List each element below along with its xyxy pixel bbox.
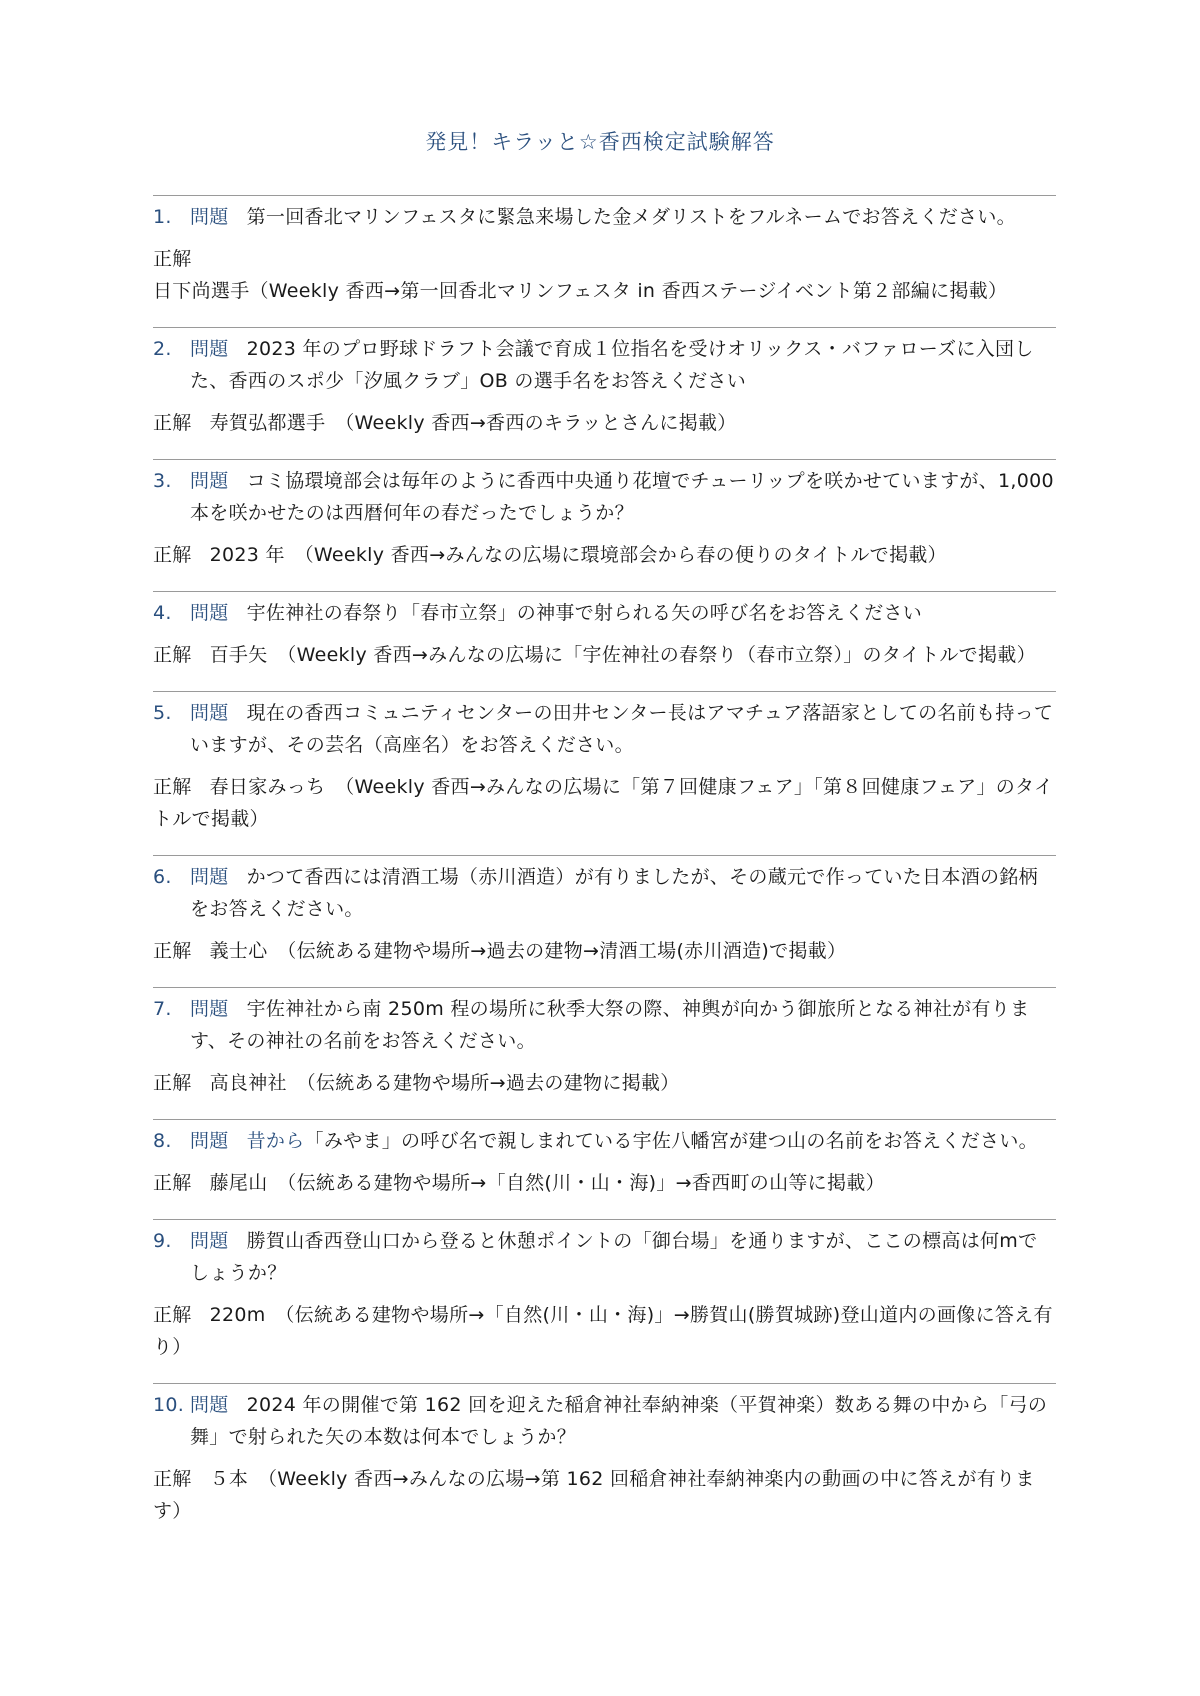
question-label: 問題 bbox=[190, 470, 229, 492]
answer-text: 220m （伝統ある建物や場所→「自然(川・山・海)」→勝賀山(勝賀城跡)登山道内の画像に答え有り） bbox=[153, 1304, 1053, 1358]
answer-label: 正解 bbox=[153, 1072, 192, 1094]
question bbox=[153, 1220, 1056, 1289]
question-number: 10. bbox=[153, 1394, 185, 1416]
qa-item bbox=[153, 1219, 1056, 1363]
qa-item bbox=[153, 327, 1056, 439]
question-label: 問題 bbox=[190, 206, 229, 228]
qa-item bbox=[153, 591, 1056, 671]
answer-text: 百手矢 （Weekly 香西→みんなの広場に「宇佐神社の春祭り（春市立祭）」のタイトルで掲載） bbox=[209, 644, 1036, 666]
answer bbox=[153, 639, 1056, 671]
answer bbox=[153, 1167, 1056, 1199]
answer bbox=[153, 1067, 1056, 1099]
answer-text: 日下尚選手（Weekly 香西→第一回香北マリンフェスタ in 香西ステージイベント第２部編に掲載） bbox=[153, 280, 1008, 302]
answer bbox=[153, 771, 1056, 835]
question-number: 2. bbox=[153, 338, 172, 360]
answer-text: ５本 （Weekly 香西→みんなの広場→第 162 回稲倉神社奉納神楽内の動画の中に答えが有ります） bbox=[153, 1468, 1035, 1522]
qa-item bbox=[153, 195, 1056, 307]
answer bbox=[153, 407, 1056, 439]
qa-item bbox=[153, 1383, 1056, 1527]
qa-item bbox=[153, 987, 1056, 1099]
question-label: 問題 bbox=[190, 338, 229, 360]
answer-label: 正解 bbox=[153, 412, 192, 434]
answer-label: 正解 bbox=[153, 644, 192, 666]
question-number: 1. bbox=[153, 206, 172, 228]
qa-item bbox=[153, 459, 1056, 571]
question-text: 「みやま」の呼び名で親しまれている宇佐八幡宮が建つ山の名前をお答えください。 bbox=[304, 1130, 1038, 1152]
question-label: 問題 bbox=[190, 702, 229, 724]
answer-text: 義士心 （伝統ある建物や場所→過去の建物→清酒工場(赤川酒造)で掲載） bbox=[209, 940, 847, 962]
question-label: 問題 bbox=[190, 602, 229, 624]
question bbox=[153, 692, 1056, 761]
question-text: 勝賀山香西登山口から登ると休憩ポイントの「御台場」を通りますが、ここの標高は何mでしょうか？ bbox=[190, 1230, 1038, 1284]
question-number: 6. bbox=[153, 866, 172, 888]
answer-label: 正解 bbox=[153, 1304, 192, 1326]
question-text: 現在の香西コミュニティセンターの田井センター長はアマチュア落語家としての名前も持っていますが、その芸名（高座名）をお答えください。 bbox=[190, 702, 1054, 756]
question-text: かつて香西には清酒工場（赤川酒造）が有りましたが、その蔵元で作っていた日本酒の銘柄をお答えください。 bbox=[190, 866, 1038, 920]
answer-text: 2023 年 （Weekly 香西→みんなの広場に環境部会から春の便りのタイトルで掲載） bbox=[209, 544, 947, 566]
answer-label: 正解 bbox=[153, 776, 192, 798]
page-title: 発見！キラッと☆香西検定試験解答 bbox=[425, 130, 775, 154]
qa-item bbox=[153, 1119, 1056, 1199]
question-number: 8. bbox=[153, 1130, 172, 1152]
question-prefix: 昔から bbox=[246, 1130, 305, 1152]
question-label: 問題 bbox=[190, 866, 229, 888]
question-number: 5. bbox=[153, 702, 172, 724]
answer-label: 正解 bbox=[153, 1172, 192, 1194]
answer-text: 春日家みっち （Weekly 香西→みんなの広場に「第７回健康フェア」「第８回健康フェア」のタイトルで掲載） bbox=[153, 776, 1054, 830]
question-label: 問題 bbox=[190, 998, 229, 1020]
question bbox=[153, 592, 1056, 629]
question bbox=[153, 1384, 1056, 1453]
answer bbox=[153, 1299, 1056, 1363]
qa-list bbox=[153, 195, 1056, 1547]
question-number: 7. bbox=[153, 998, 172, 1020]
qa-item bbox=[153, 691, 1056, 835]
qa-item bbox=[153, 855, 1056, 967]
question-number: 9. bbox=[153, 1230, 172, 1252]
question-number: 4. bbox=[153, 602, 172, 624]
answer-text: 藤尾山 （伝統ある建物や場所→「自然(川・山・海)」→香西町の山等に掲載） bbox=[209, 1172, 885, 1194]
question-text: 宇佐神社から南 250m 程の場所に秋季大祭の際、神輿が向かう御旅所となる神社が有ります、その神社の名前をお答えください。 bbox=[190, 998, 1030, 1052]
question bbox=[153, 856, 1056, 925]
answer-label: 正解 bbox=[153, 544, 192, 566]
question bbox=[153, 328, 1056, 397]
answer-text: 高良神社 （伝統ある建物や場所→過去の建物に掲載） bbox=[209, 1072, 680, 1094]
answer-label: 正解 bbox=[153, 248, 192, 270]
question-label: 問題 bbox=[190, 1230, 229, 1252]
question-label: 問題 bbox=[190, 1394, 229, 1416]
question bbox=[153, 196, 1056, 233]
answer bbox=[153, 243, 1056, 307]
question-text: 2023 年のプロ野球ドラフト会議で育成１位指名を受けオリックス・バファローズに入団した、香西のスポ少「汐風クラブ」OB の選手名をお答えください bbox=[190, 338, 1034, 392]
question-number: 3. bbox=[153, 470, 172, 492]
answer-label: 正解 bbox=[153, 940, 192, 962]
question-text: 2024 年の開催で第 162 回を迎えた稲倉神社奉納神楽（平賀神楽）数ある舞の中から「弓の舞」で射られた矢の本数は何本でしょうか？ bbox=[190, 1394, 1048, 1448]
question-text: 宇佐神社の春祭り「春市立祭」の神事で射られる矢の呼び名をお答えください bbox=[246, 602, 923, 624]
answer bbox=[153, 935, 1056, 967]
question-label: 問題 bbox=[190, 1130, 229, 1152]
answer-text: 寿賀弘都選手 （Weekly 香西→香西のキラッとさんに掲載） bbox=[209, 412, 737, 434]
question bbox=[153, 1120, 1056, 1157]
answer bbox=[153, 539, 1056, 571]
answer bbox=[153, 1463, 1056, 1527]
question-text: コミ協環境部会は毎年のように香西中央通り花壇でチューリップを咲かせていますが、1,000 本を咲かせたのは西暦何年の春だったでしょうか？ bbox=[190, 470, 1054, 524]
question-text: 第一回香北マリンフェスタに緊急来場した金メダリストをフルネームでお答えください。 bbox=[246, 206, 1016, 228]
question bbox=[153, 460, 1056, 529]
answer-label: 正解 bbox=[153, 1468, 192, 1490]
question bbox=[153, 988, 1056, 1057]
